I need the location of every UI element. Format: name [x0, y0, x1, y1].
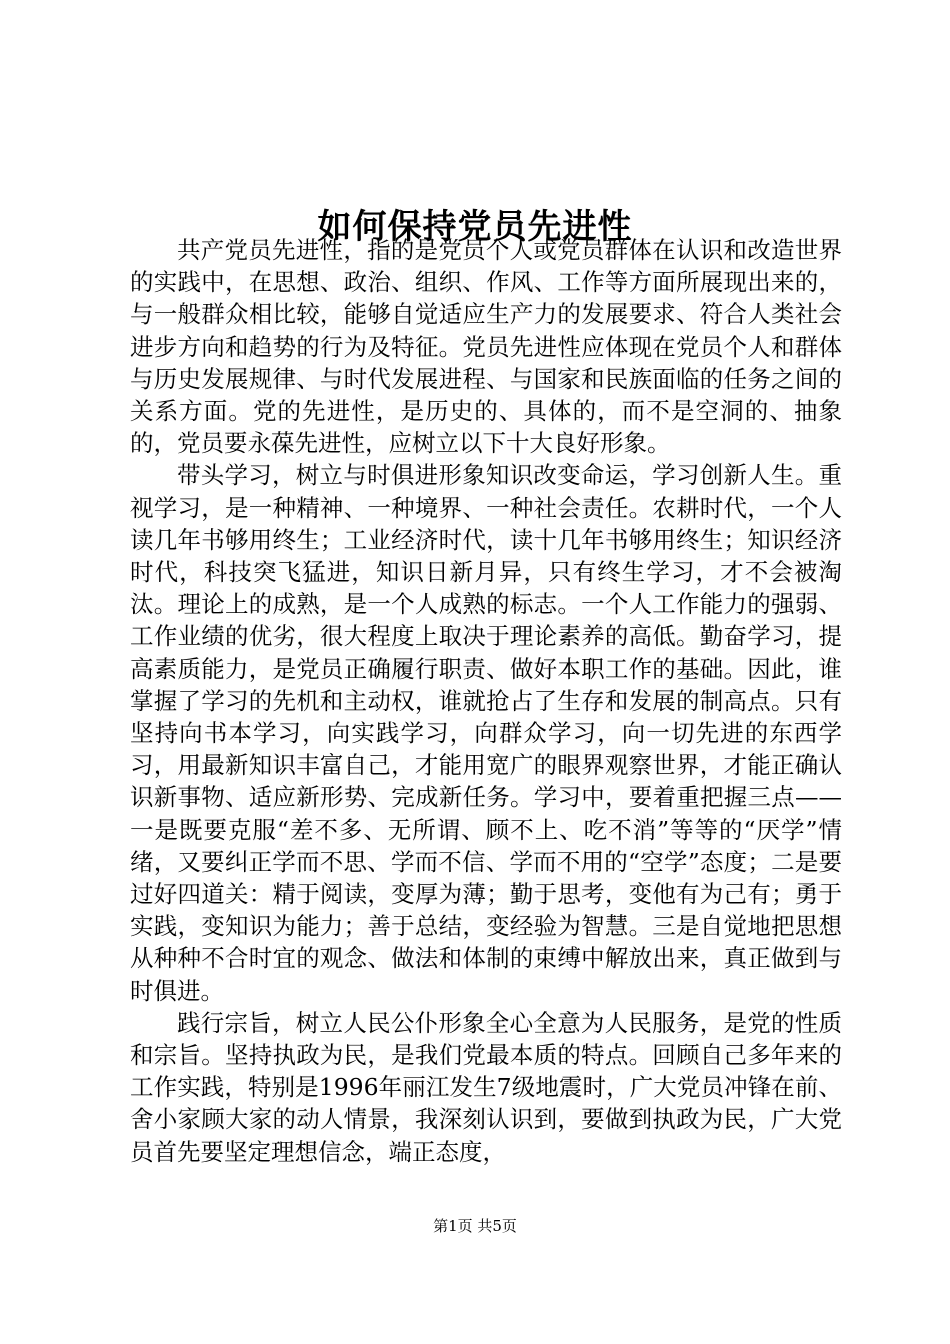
document-title: 如何保持党员先进性	[317, 206, 633, 247]
paragraph-study: 带头学习，树立与时俱进形象知识改变命运，学习创新人生。重视学习，是一种精神、一种境界、一种社会责任。农耕时代，一个人读几年书够用终生；工业经济时代，读十几年书够用终生；知识经济时代，科技突飞猛进，知识日新月异，只有终生学习，才不会被淘汰。理论上的成熟，是一个人成熟的标志。一个人工作能力的强弱、工作业绩的优劣，很大程度上取决于理论素养的高低。勤奋学习，提高素质能力，是党员正确履行职责、做好本职工作的基础。因此，谁掌握了学习的先机和主动权，谁就抢占了生存和发展的制高点。只有坚持向书本学习，向实践学习，向群众学习，向一切先进的东西学习，用最新知识丰富自己，才能用宽广的眼界观察世界，才能正确认识新事物、适应新形势、完成新任务。学习中，要着重把握三点——一是既要克服“差不多、无所谓、顾不上、吃不消”等等的“厌学”情绪，又要纠正学而不思、学而不信、学而不用的“空学”态度；二是要过好四道关：精于阅读，变厚为薄；勤于思考，变他有为己有；勇于实践，变知识为能力；善于总结，变经验为智慧。三是自觉地把思想从种种不合时宜的观念、做法和体制的束缚中解放出来，真正做到与时俱进。	[130, 461, 842, 1005]
document-body	[130, 234, 842, 1168]
paragraph-service: 践行宗旨，树立人民公仆形象全心全意为人民服务，是党的性质和宗旨。坚持执政为民，是我们党最本质的特点。回顾自己多年来的工作实践，特别是1996年丽江发生7级地震时，广大党员冲锋在前、舍小家顾大家的动人情景，我深刻认识到，要做到执政为民，广大党员首先要坚定理想信念，端正态度，	[130, 1008, 842, 1166]
page-number-footer: 第1页 共5页	[433, 1217, 517, 1235]
paragraph-intro: 共产党员先进性，指的是党员个人或党员群体在认识和改造世界的实践中，在思想、政治、组织、作风、工作等方面所展现出来的，与一般群众相比较，能够自觉适应生产力的发展要求、符合人类社会进步方向和趋势的行为及特征。党员先进性应体现在党员个人和群体与历史发展规律、与时代发展进程、与国家和民族面临的任务之间的关系方面。党的先进性，是历史的、具体的，而不是空洞的、抽象的，党员要永葆先进性，应树立以下十大良好形象。	[130, 236, 842, 458]
